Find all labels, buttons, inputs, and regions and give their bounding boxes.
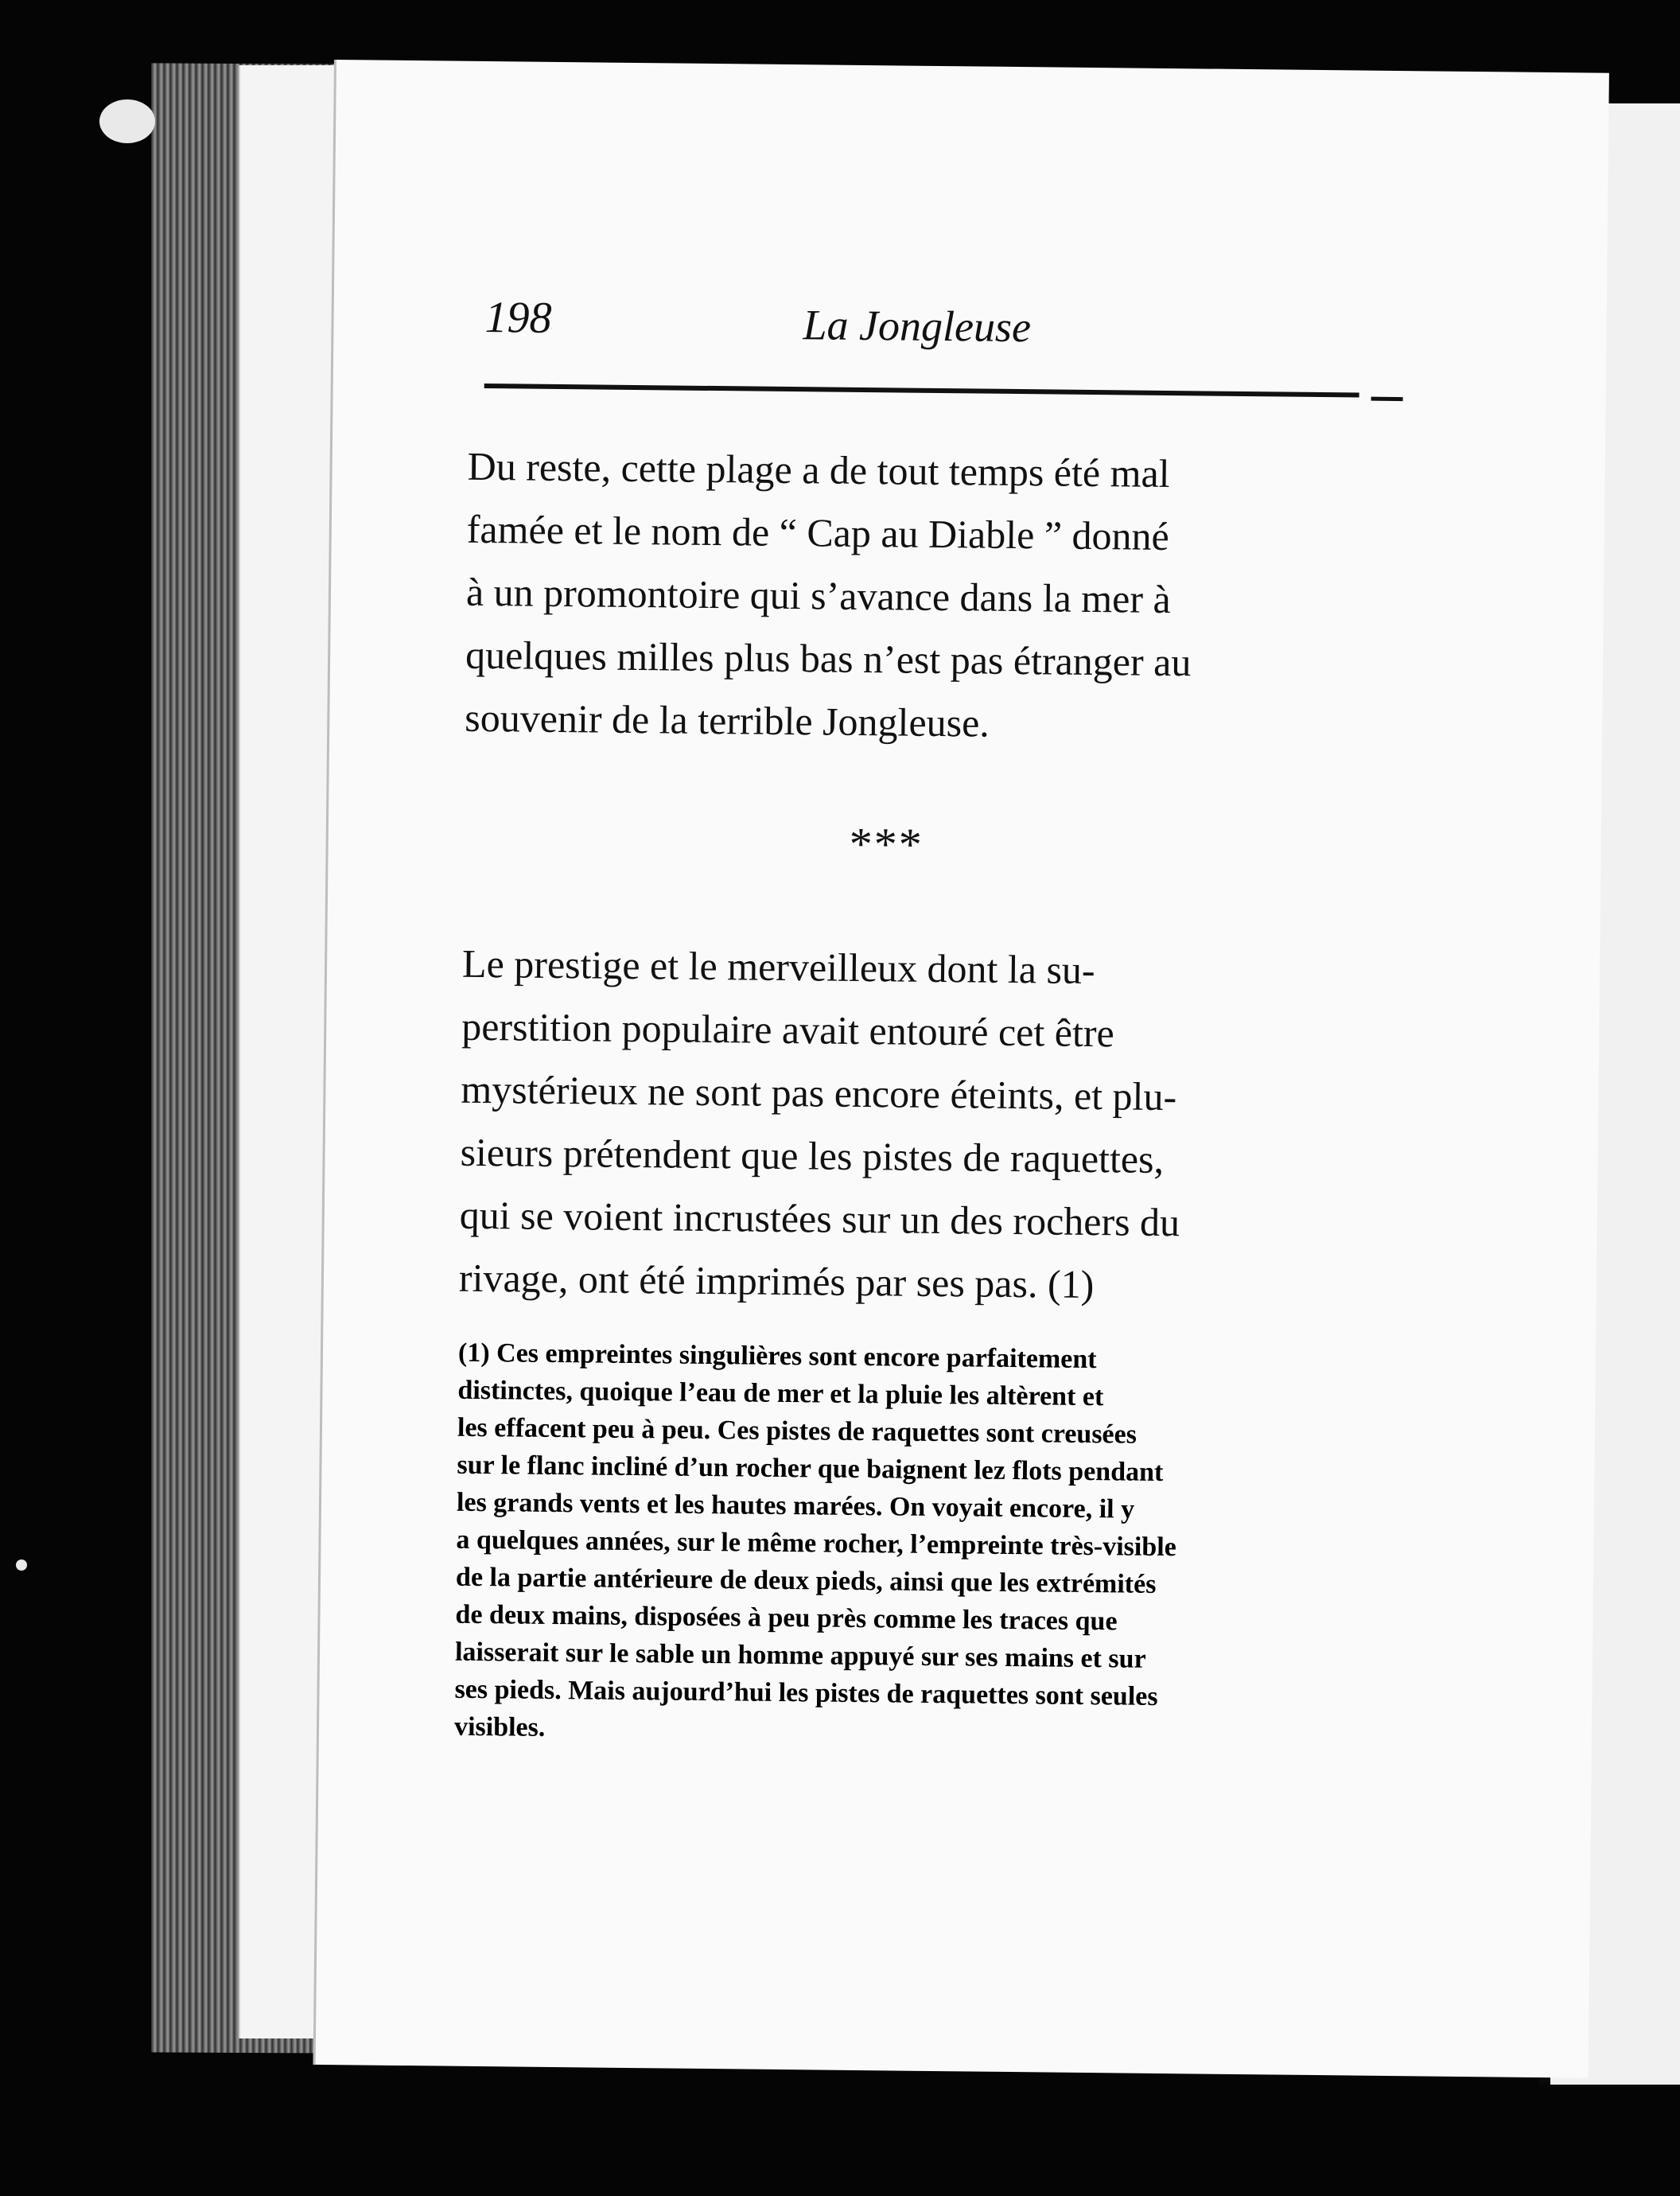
paragraph-2 (459, 933, 1362, 1319)
text-line: perstition populaire avait entouré cet être (461, 1003, 1115, 1056)
footnote-line: sur le flanc incliné d’un rocher que baignent lez flots pendant (457, 1450, 1164, 1488)
footnote-line: distinctes, quoique l’eau de mer et la pluie les altèrent et (457, 1375, 1104, 1412)
footnote-line: les grands vents et les hautes marées. On voyait encore, il y (456, 1487, 1135, 1524)
text-line: Du reste, cette plage a de tout temps été mal (467, 443, 1170, 496)
running-title: La Jongleuse (803, 301, 1032, 352)
page-number: 198 (484, 293, 552, 343)
footnote-line: a quelques années, sur le même rocher, l’empreinte très-visible (456, 1524, 1176, 1563)
text-line: quelques milles plus bas n’est pas étranger au (465, 632, 1192, 685)
scan-speck (99, 99, 155, 143)
paragraph-1 (465, 435, 1367, 759)
book-page (313, 60, 1609, 2078)
page-header (484, 292, 1678, 392)
footnote-line: visibles. (453, 1711, 546, 1742)
footnote-line: les effacent peu à peu. Ces pistes de raquettes sont creusées (457, 1412, 1138, 1450)
footnote-line: de deux mains, disposées à peu près comme les traces que (455, 1599, 1118, 1637)
text-line: famée et le nom de “ Cap au Diable ” donné (466, 506, 1170, 559)
footnote-line: de la partie antérieure de deux pieds, ainsi que les extrémités (455, 1562, 1157, 1599)
text-line: mystérieux ne sont pas encore éteints, et plu- (461, 1066, 1177, 1119)
text-line: à un promontoire qui s’avance dans la mer à (465, 569, 1172, 622)
header-rule-tail (1371, 397, 1403, 401)
text-line: Le prestige et le merveilleux dont la su- (461, 940, 1095, 993)
text-line: qui se voient incrustées sur un des rochers du (459, 1192, 1180, 1245)
text-line: sieurs prétendent que les pistes de raquettes, (460, 1129, 1165, 1182)
text-line: rivage, ont été imprimés par ses pas. (1) (458, 1255, 1095, 1307)
footnote-line: ses pieds. Mais aujourd’hui les pistes de raquettes sont seules (454, 1674, 1158, 1711)
footnote-line: laisserait sur le sable un homme appuyé sur ses mains et sur (454, 1637, 1146, 1674)
section-separator-asterism: *** (849, 817, 924, 870)
footnote-line: (1) Ces empreintes singulières sont encore parfaitement (457, 1337, 1097, 1375)
scan-speck (16, 1559, 27, 1571)
text-line: souvenir de la terrible Jongleuse. (465, 695, 990, 746)
footnote (454, 1334, 1357, 1755)
